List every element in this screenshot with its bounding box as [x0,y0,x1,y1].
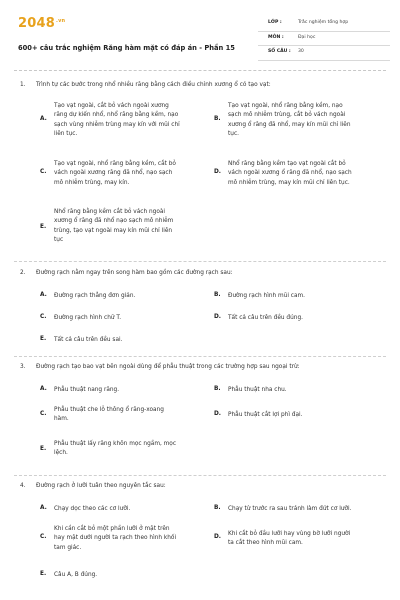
header-divider [14,70,386,71]
option-text: Đường rạch hình chữ T. [54,315,122,321]
option-text: Phẫu thuật nha chu. [228,387,287,393]
question-text: Đường rạch ở lưỡi tuân theo nguyên tắc sau: [36,483,166,489]
question-separator [14,356,386,357]
meta-key: MÔN : [268,34,284,40]
option-letter: D. [214,169,222,176]
option-letter: C. [40,314,47,320]
document-title: 600+ câu trắc nghiệm Răng hàm mặt có đáp án - Phần 15 [18,44,235,52]
option-letter: A. [40,386,47,392]
option-text: Phẫu thuật cắt lợi phì đại. [228,412,303,418]
meta-value: Trắc nghiệm tổng hợp [298,20,349,25]
option-text: Tạo vạt ngoài, nhổ răng bằng kềm, cắt bỏ vách ngoài xương răng đã nhổ, nạo sạch mô nhiễm trùng, may kín. [54,161,176,186]
option-text: Tạo vạt ngoài, nhổ răng bằng kềm, nạo sạch mô nhiễm trùng, cắt bỏ vách ngoài xương ổ răng đã nhổ, may kín mũi chỉ liên tục. [228,103,351,138]
option-letter: D. [214,411,222,417]
question-number: 4. [20,483,26,489]
option-text: Đường rạch hình mũi cam. [228,293,306,299]
option-text: Tất cả câu trên đều sai. [54,337,123,343]
question-number: 2. [20,270,26,276]
option-text: Chạy từ trước ra sau tránh làm đứt cơ lưỡi. [228,506,352,512]
option-letter: B. [214,292,221,298]
meta-value: 30 [298,49,304,54]
meta-key: SỐ CÂU : [268,49,291,54]
option-text: Chạy dọc theo các cơ lưỡi. [54,506,131,512]
option-text: Câu A, B đúng. [54,572,98,578]
option-letter: D. [214,534,222,540]
meta-info-table [258,17,390,61]
option-letter: E. [40,224,47,230]
option-letter: E. [40,571,47,577]
option-text: Nhổ răng bằng kềm cắt bỏ vách ngoài xương ổ răng đã nhổ nạo sạch mô nhiễm trùng, tạo vạt ngoài may kín mũi chỉ liên tục [54,209,174,244]
question-number: 3. [20,364,26,370]
option-text: Tạo vạt ngoài, cắt bỏ vách ngoài xương răng dự kiến nhổ, nhổ răng bằng kềm, nạo sạch vùng nhiễm trùng may kín với mũi chỉ liên tục. [54,103,180,138]
question-text: Đường rạch nằm ngay trên song hàm bao gồm các đường rạch sau: [36,270,233,276]
option-letter: C. [40,534,47,541]
option-letter: C. [40,169,47,176]
document-header [14,14,386,64]
question-text: Trình tự các bước trong nhổ nhiều răng bằng cách điều chỉnh xương ổ có tạo vạt: [36,82,271,88]
option-letter: A. [40,505,47,511]
option-letter: B. [214,116,221,122]
option-text: Phẫu thuật che lỗ thông ổ răng-xoang hàm. [54,407,164,423]
question-number: 1. [20,82,26,88]
option-letter: E. [40,336,47,342]
logo-main-text: 2048 [18,16,55,31]
question-text: Đường rạch tạo bao vạt bên ngoài dùng để phẫu thuật trong các trường hợp sau ngoại trừ: [36,364,300,370]
option-text: Phẫu thuật lấy răng khôn mọc ngầm, mọc lệch. [54,441,177,457]
option-letter: A. [40,292,47,298]
option-text: Khi cần cắt bỏ một phần lưỡi ở mặt trên hay mặt dưới người ta rạch theo hình khối tam giác. [54,526,177,551]
option-letter: E. [40,446,47,452]
meta-row-class [258,17,390,32]
logo-domain-text: .vn [55,17,66,24]
option-text: Khi cắt bỏ đầu lưỡi hay vùng bờ lưỡi người ta cắt theo hình mũi cam. [228,531,351,547]
option-text: Đường rạch thẳng đơn giản. [54,293,136,299]
meta-key: LỚP : [268,20,282,25]
option-letter: B. [214,505,221,511]
option-letter: A. [40,116,47,122]
site-logo[interactable] [18,16,65,31]
meta-row-subject [258,32,390,47]
meta-row-count [258,46,390,61]
option-text: Phẫu thuật nang răng. [54,387,120,393]
option-letter: D. [214,314,222,320]
option-letter: B. [214,386,221,392]
meta-value: Đại học [298,34,316,40]
question-separator [14,475,386,476]
option-text: Nhổ răng bằng kềm tạo vạt ngoài cắt bỏ vách ngoài xương ổ răng đã nhổ, nạo sạch mô nhiễm trùng, may kín mũi chỉ liên tục. [228,161,352,186]
option-text: Tất cả câu trên đều đúng. [228,315,303,321]
option-letter: C. [40,411,47,417]
question-separator [14,261,386,262]
